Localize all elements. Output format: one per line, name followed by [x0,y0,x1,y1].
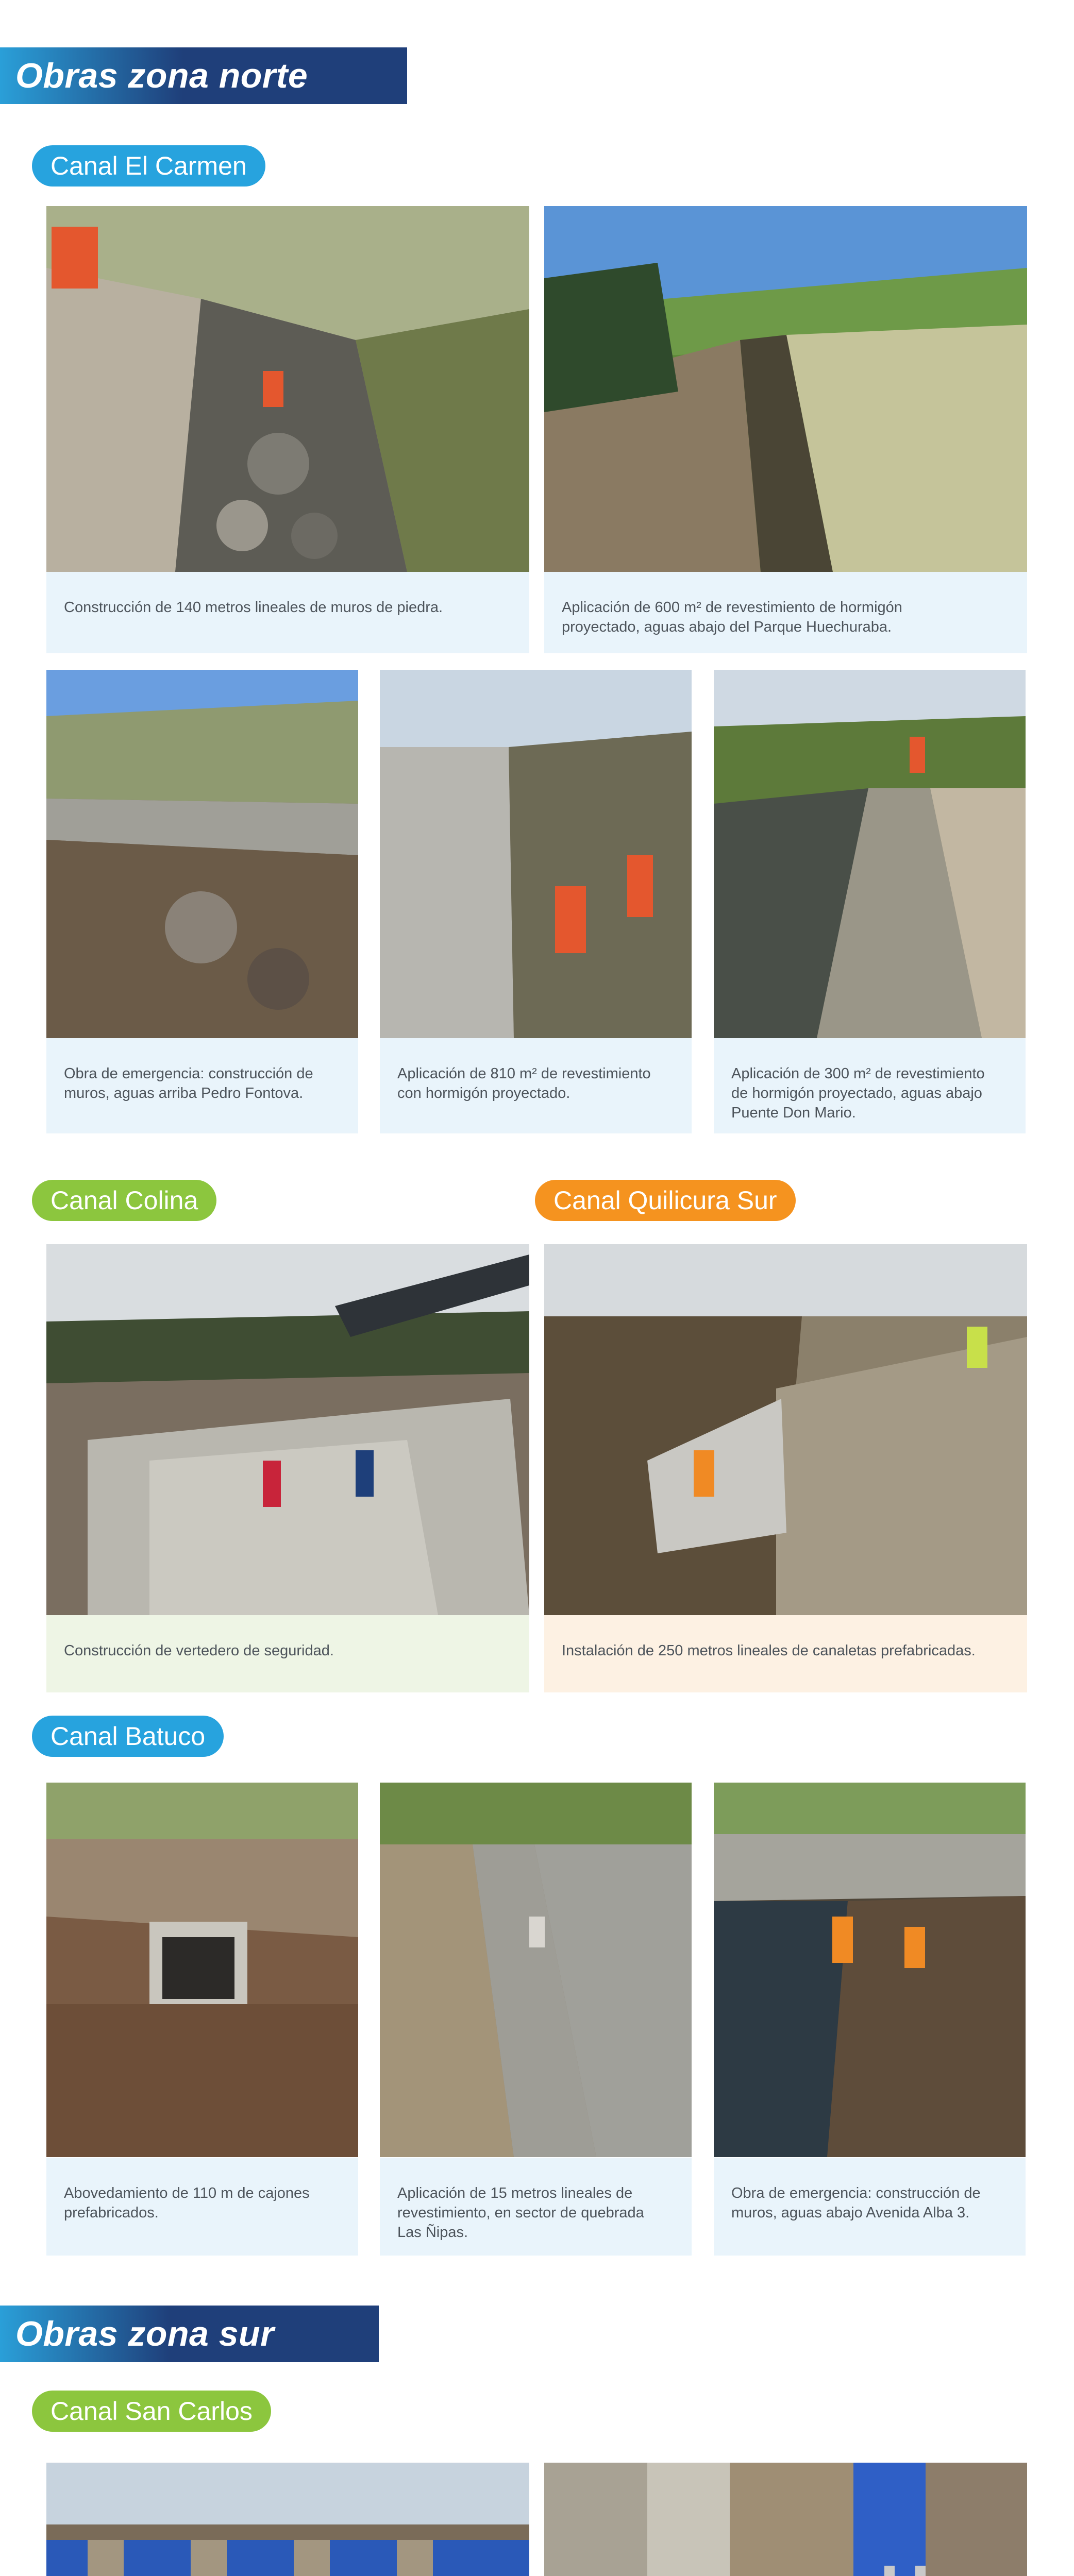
photo-image [46,2463,529,2576]
photo-image [380,670,692,1038]
photo-image [46,1783,358,2157]
photo-image [714,670,1026,1038]
photo-caption: Instalación de 250 metros lineales de canaletas prefabricadas. [544,1615,1027,1692]
photo-image [544,206,1027,572]
photo-card [380,1783,692,2256]
section-banner-zona-sur [0,2306,379,2362]
photo-caption: Aplicación de 600 m² de revestimiento de hormigón proyectado, aguas abajo del Parque Huechuraba. [544,572,1027,653]
photo-image [714,1783,1026,2157]
photo-image [46,670,358,1038]
canal-label-san-carlos: Canal San Carlos [32,2391,271,2432]
photo-card [380,670,692,1133]
canal-label-colina: Canal Colina [32,1180,216,1221]
section-title: Obras zona sur [15,2314,275,2353]
canal-label-batuco: Canal Batuco [32,1716,224,1757]
photo-caption: Aplicación de 15 metros lineales de revestimiento, en sector de quebrada Las Ñipas. [380,2158,692,2256]
photo-caption: Aplicación de 300 m² de revestimiento de hormigón proyectado, aguas abajo Puente Don Mario. [714,1038,1026,1133]
photo-caption: Obra de emergencia: construcción de muros, aguas arriba Pedro Fontova. [46,1038,358,1133]
canal-label-quilicura-sur: Canal Quilicura Sur [535,1180,796,1221]
photo-image [544,2463,1027,2576]
photo-card [46,670,358,1133]
photo-image [46,206,529,572]
canal-label-el-carmen: Canal El Carmen [32,145,265,187]
photo-caption: Abovedamiento de 110 m de cajones prefabricados. [46,2158,358,2256]
photo-card [544,1244,1027,1692]
photo-caption: Construcción de vertedero de seguridad. [46,1615,529,1692]
section-title: Obras zona norte [15,56,308,95]
photo-card [714,1783,1026,2256]
section-banner-zona-norte [0,47,407,104]
photo-card [46,2463,529,2576]
photo-caption: Construcción de 140 metros lineales de muros de piedra. [46,572,529,653]
photo-image [46,1244,529,1615]
photo-card [46,1783,358,2256]
photo-caption: Obra de emergencia: construcción de muros, aguas abajo Avenida Alba 3. [714,2158,1026,2256]
photo-image [380,1783,692,2157]
photo-caption: Aplicación de 810 m² de revestimiento con hormigón proyectado. [380,1038,692,1133]
photo-card [544,206,1027,653]
photo-card [544,2463,1027,2576]
photo-image [544,1244,1027,1615]
photo-card [46,206,529,653]
photo-card [46,1244,529,1692]
photo-card [714,670,1026,1133]
